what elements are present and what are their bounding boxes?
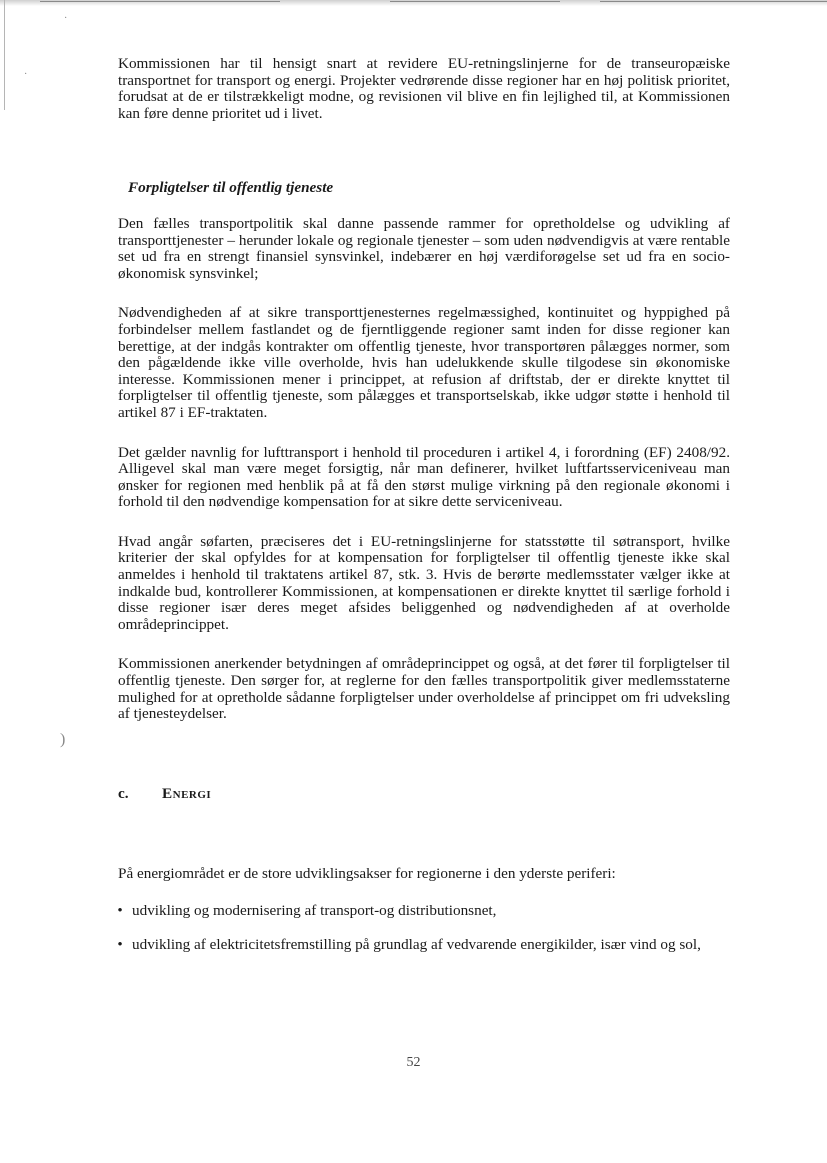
section-letter: c. (118, 784, 129, 802)
paragraph: Kommissionen anerkender betydningen af områdeprincippet og også, at det fører til forpligtelser til offentlig tjeneste. Den sørger for, at reglerne for den fælles transportpolitik giver medlemsstaterne mulighed for at opretholde sådanne forpligtelser under overholdelse af princippet om fri udveksling af tjenesteydelser. (118, 655, 730, 723)
intro-paragraph: På energiområdet er de store udviklingsakser for regionerne i den yderste periferi: (118, 865, 616, 883)
list-item-text: udvikling af elektricitetsfremstilling på grundlag af vedvarende energikilder, især vind og sol, (132, 935, 701, 953)
paragraph: Kommissionen har til hensigt snart at revidere EU-retningslinjerne for de transeuropæiske transportnet for transport og energi. Projekter vedrørende disse regioner har en høj politisk prioritet, forudsat at de er tilstrækkeligt modne, og revisionen vil blive en fin lejlighed til, at Kommissionen kan føre denne prioritet ud i livet. (118, 55, 730, 122)
scan-edge-line (600, 1, 827, 2)
bullet-icon: • (117, 902, 123, 919)
bullet-list (118, 903, 730, 953)
scan-speck: · (24, 69, 28, 80)
paragraph: Nødvendigheden af at sikre transporttjenesternes regelmæssighed, kontinuitet og hyppighed på forbindelser mellem fastlandet og de fjerntliggende regioner samt inden for disse regioner kan berettige, at der indgås kontrakter om offentlig tjeneste, hvor transportøren pålægges normer, som den pågældende ikke ville overholde, hvis han udelukkende skulle tilgodese sin økonomiske interesse. Kommissionen mener i princippet, at refusion af driftstab, der er direkte knyttet til forpligtelser til offentlig tjeneste, som pålægges et transportselskab, ikke udgør støtte i henhold til artikel 87 i EF-traktaten. (118, 304, 730, 421)
bullet-icon: • (117, 935, 123, 953)
list-item (118, 937, 730, 954)
document-body (118, 56, 730, 970)
list-item-text: udvikling og modernisering af transport-og distributionsnet, (132, 902, 497, 919)
paragraph: Det gælder navnlig for lufttransport i henhold til proceduren i artikel 4, i forordning (EF) 2408/92. Alligevel skal man være meget forsigtig, når man definerer, hvilket luftfartsserviceniveau man ønsker for regionen med henblik på at få den størst mulige virkning på den regionale økonomi i forhold til den nødvendige kompensation for at sikre dette serviceniveau. (118, 443, 730, 511)
scan-edge-line (40, 1, 280, 2)
scan-left-edge (4, 0, 5, 110)
list-item (118, 903, 730, 920)
section-title: Energi (162, 784, 212, 802)
scan-speck: · (64, 13, 68, 24)
section-heading (118, 786, 730, 803)
page-number: 52 (406, 1055, 421, 1070)
paragraph: Hvad angår søfarten, præciseres det i EU-retningslinjerne for statsstøtte til søtransport, hvilke kriterier der skal opfyldes for at kompensation for forpligtelser til offentlig tjeneste ikke skal anmeldes i henhold til traktatens artikel 87, stk. 3. Hvis de berørte medlemsstater vælger ikke at indkalde bud, kontrollerer Kommissionen, at kompensationen er direkte knyttet til særlige forhold i disse regioner især deres meget afsides beliggenhed og nødvendigheden af at overholde områdeprincippet. (118, 532, 730, 633)
scan-speck: ) (60, 731, 66, 748)
paragraph: Den fælles transportpolitik skal danne passende rammer for opretholdelse og udvikling af transporttjenester – herunder lokale og regionale tjenester – som uden nødvendigvis at være rentable set ud fra en strengt finansiel synsvinkel, indebærer en høj værdiforøgelse set ud fra en socio-økonomisk synsvinkel; (118, 214, 730, 282)
scan-edge-line (390, 1, 560, 2)
subheading: Forpligtelser til offentlig tjeneste (128, 179, 334, 197)
